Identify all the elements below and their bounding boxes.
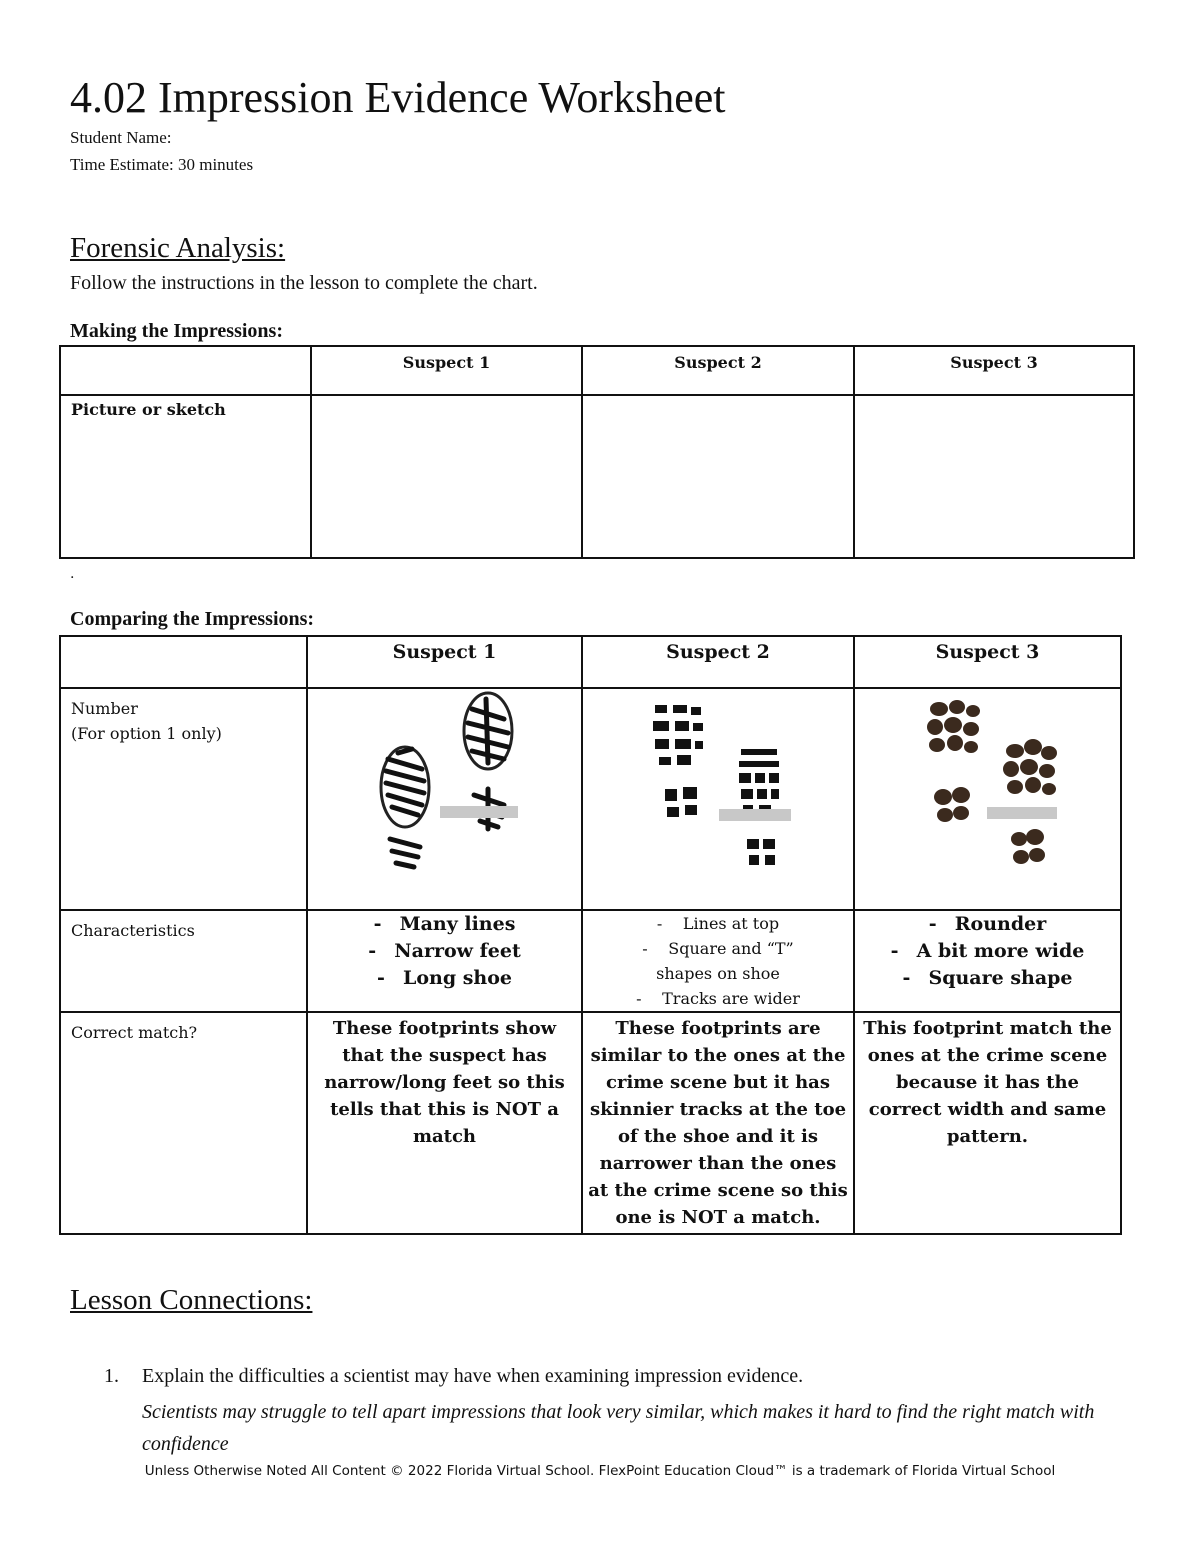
characteristic-item: - Square shape: [855, 965, 1120, 992]
student-name-label: Student Name:: [70, 128, 172, 147]
footprint-cell-suspect-2: [582, 688, 854, 910]
making-header-empty: [60, 346, 311, 395]
making-impressions-caption: Making the Impressions:: [70, 320, 283, 342]
characteristics-cell-suspect-3: [854, 910, 1121, 1012]
characteristics-cell-suspect-2: [582, 910, 854, 1012]
time-estimate: Time Estimate: 30 minutes: [70, 155, 254, 174]
sketch-cell-suspect-1[interactable]: [311, 395, 582, 558]
match-answer-suspect-3: This footprint match the ones at the crime scene because it has the correct width and same pattern.: [854, 1012, 1121, 1234]
characteristics-list-suspect-1: [308, 911, 581, 992]
picture-or-sketch-label: Picture or sketch: [60, 395, 311, 558]
comparing-header-empty: [60, 636, 307, 688]
making-impressions-table: [59, 345, 1135, 559]
copyright-footer: Unless Otherwise Noted All Content © 2022 Florida Virtual School. FlexPoint Education Cloud™ is a trademark of Florida Virtual School: [144, 1463, 1056, 1479]
making-header-suspect-1: Suspect 1: [311, 346, 582, 395]
characteristics-cell-suspect-1: [307, 910, 582, 1012]
characteristic-item: - Square and “T” shapes on shoe: [583, 936, 853, 986]
watermark-bar: [440, 806, 518, 818]
question-1: Explain the difficulties a scientist may have when examining impression evidence.: [142, 1365, 804, 1387]
page-title: 4.02 Impression Evidence Worksheet: [70, 73, 726, 122]
characteristic-item: - Lines at top: [583, 911, 853, 936]
characteristics-list-suspect-2: [583, 911, 853, 1011]
characteristic-item: - Tracks are wider: [583, 986, 853, 1011]
characteristic-item: - Long shoe: [308, 965, 581, 992]
characteristic-item: - Many lines: [308, 911, 581, 938]
match-answer-suspect-2: These footprints are similar to the ones at the crime scene but it has skinnier tracks at the toe of the shoe and it is narrower than the ones at the crime scene so this one is NOT a match.: [582, 1012, 854, 1234]
characteristics-list-suspect-3: [855, 911, 1120, 992]
instructions: Follow the instructions in the lesson to complete the chart.: [70, 272, 538, 294]
answer-1: Scientists may struggle to tell apart impressions that look very similar, which makes it hard to find the right match with confidence: [142, 1401, 1095, 1455]
number-sublabel: (For option 1 only): [71, 723, 222, 743]
correct-match-label: Correct match?: [60, 1012, 307, 1234]
footprint-cell-suspect-1: [307, 688, 582, 910]
footprint-cell-suspect-3: [854, 688, 1121, 910]
footprint-image-suspect-1: [308, 689, 579, 907]
comparing-header-suspect-2: Suspect 2: [582, 636, 854, 688]
footprint-image-suspect-3: [855, 689, 1122, 907]
sketch-cell-suspect-2[interactable]: [582, 395, 854, 558]
footprint-image-suspect-2: [583, 689, 855, 907]
comparing-impressions-caption: Comparing the Impressions:: [70, 608, 315, 630]
making-header-suspect-3: Suspect 3: [854, 346, 1134, 395]
characteristic-item: - A bit more wide: [855, 938, 1120, 965]
forensic-analysis-heading: Forensic Analysis:: [70, 232, 286, 264]
comparing-impressions-table: [59, 635, 1122, 1235]
comparing-header-suspect-3: Suspect 3: [854, 636, 1121, 688]
characteristic-item: - Rounder: [855, 911, 1120, 938]
characteristic-item: - Narrow feet: [308, 938, 581, 965]
number-label: Number: [71, 699, 138, 718]
match-answer-suspect-1: These footprints show that the suspect has narrow/long feet so this tells that this is NOT a match: [307, 1012, 582, 1234]
watermark-bar: [987, 807, 1057, 819]
lesson-connections-heading: Lesson Connections:: [70, 1284, 313, 1316]
characteristics-label: Characteristics: [60, 910, 307, 1012]
watermark-bar: [719, 809, 791, 821]
making-header-suspect-2: Suspect 2: [582, 346, 854, 395]
question-number: 1.: [104, 1365, 119, 1387]
sketch-cell-suspect-3[interactable]: [854, 395, 1134, 558]
separator-dot: .: [70, 566, 75, 582]
number-label-cell: [60, 688, 307, 910]
comparing-header-suspect-1: Suspect 1: [307, 636, 582, 688]
